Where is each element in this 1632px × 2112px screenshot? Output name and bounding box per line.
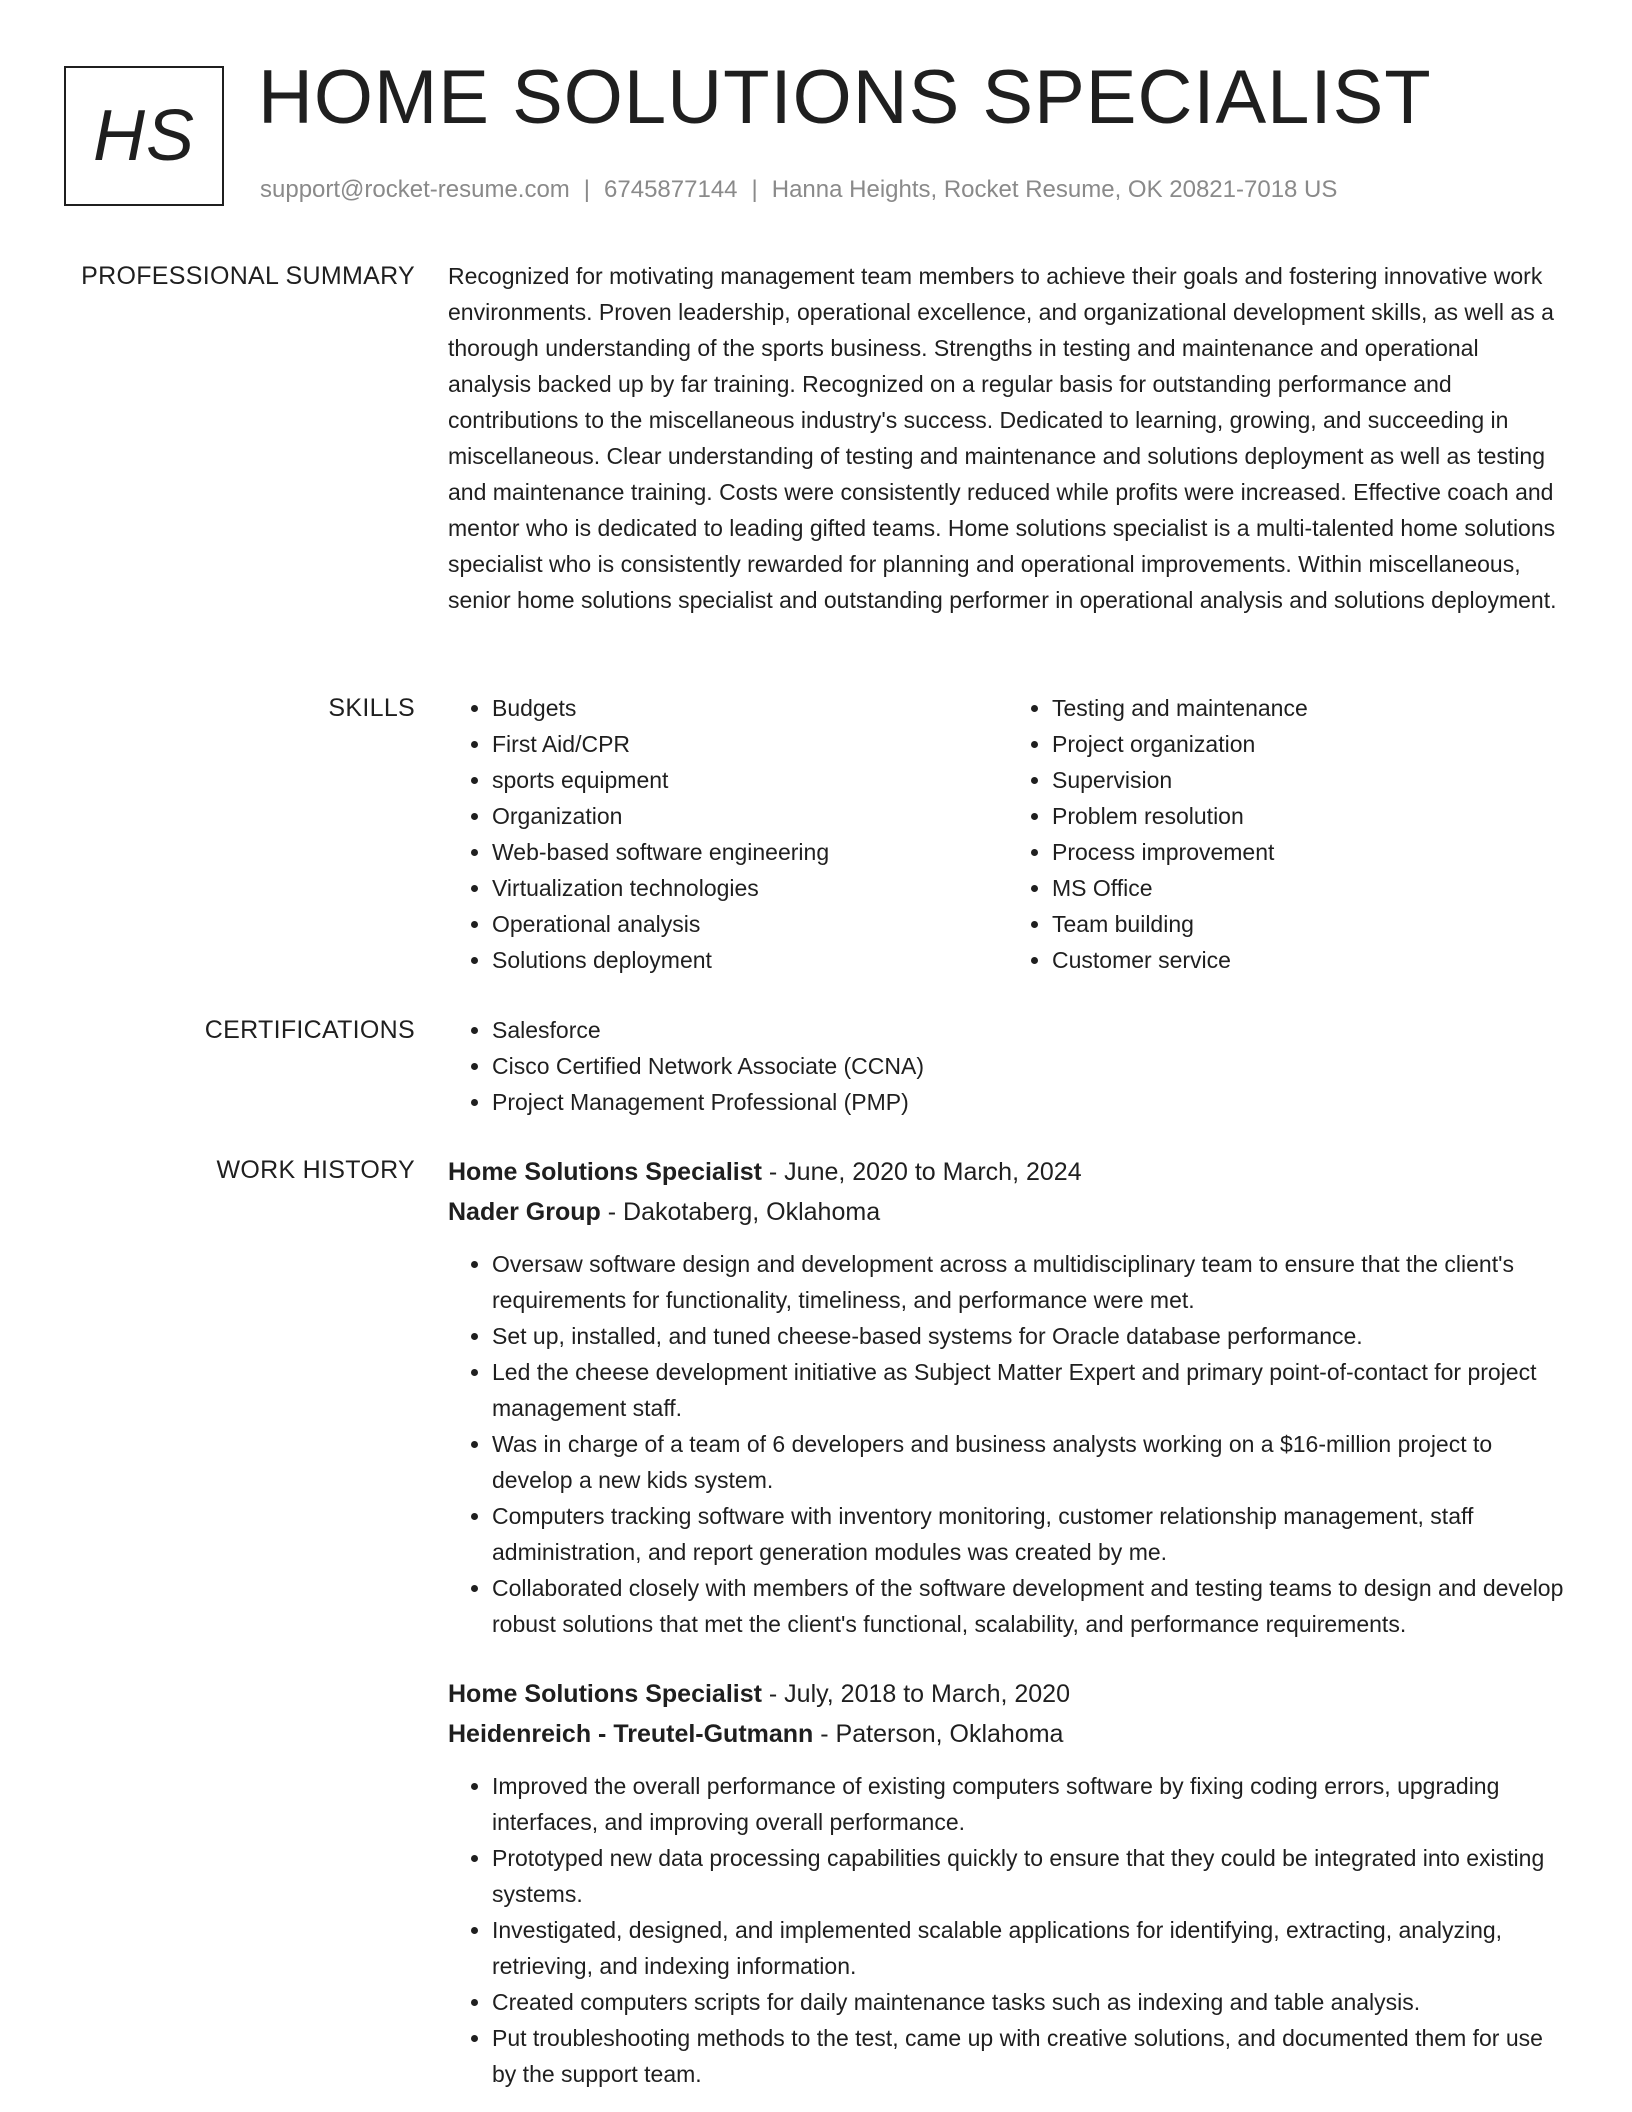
- skill-item: • Customer service: [1052, 942, 1568, 978]
- job-title-line: [448, 1152, 1568, 1192]
- resume-title: HOME SOLUTIONS SPECIALIST: [258, 55, 1432, 140]
- job-title: Home Solutions Specialist: [448, 1680, 762, 1708]
- job-bullet: • Improved the overall performance of existing computers software by fixing coding errors, upgrading interfaces, and improving overall performance.: [492, 1768, 1568, 1840]
- certification-item: • Cisco Certified Network Associate (CCNA): [492, 1048, 1568, 1084]
- job-title-line: [448, 1674, 1568, 1714]
- skill-item: • sports equipment: [492, 762, 1008, 798]
- job-company-line: [448, 1192, 1568, 1232]
- job-entry: [448, 1674, 1568, 2092]
- job-bullet: • Put troubleshooting methods to the test, came up with creative solutions, and documented them for use by the support team.: [492, 2020, 1568, 2092]
- contact-email[interactable]: support@rocket-resume.com: [260, 176, 570, 203]
- skill-item: • First Aid/CPR: [492, 726, 1008, 762]
- job-bullet: • Set up, installed, and tuned cheese-based systems for Oracle database performance.: [492, 1318, 1568, 1354]
- summary-text: Recognized for motivating management team members to achieve their goals and fostering innovative work environments. Proven leadership, operational excellence, and organizational development skills, as well as a thorough understanding of the sports business. Strengths in testing and maintenance and operational analysis backed up by far training. Recognized on a regular basis for outstanding performance and contributions to the miscellaneous industry's success. Dedicated to learning, growing, and succeeding in miscellaneous. Clear understanding of testing and maintenance and solutions deployment as well as testing and maintenance training. Costs were consistently reduced while profits were increased. Effective coach and mentor who is dedicated to leading gifted teams. Home solutions specialist is a multi-talented home solutions specialist who is consistently rewarded for planning and operational improvements. Within miscellaneous, senior home solutions specialist and outstanding performer in operational analysis and solutions deployment.: [448, 263, 1557, 613]
- job-company: Heidenreich - Treutel-Gutmann: [448, 1720, 814, 1748]
- certification-item: • Project Management Professional (PMP): [492, 1084, 1568, 1120]
- job-bullets: [448, 1246, 1568, 1642]
- job-bullet: • Created computers scripts for daily maintenance tasks such as indexing and table analysis.: [492, 1984, 1568, 2020]
- skill-item: • Solutions deployment: [492, 942, 1008, 978]
- contact-phone[interactable]: 6745877144: [604, 176, 738, 203]
- contact-separator: |: [583, 176, 591, 203]
- skill-item: • Virtualization technologies: [492, 870, 1008, 906]
- skill-item: • Team building: [1052, 906, 1568, 942]
- contact-line: [260, 176, 1337, 204]
- job-entry: [448, 1152, 1568, 1642]
- contact-separator: |: [751, 176, 758, 203]
- job-bullet: • Oversaw software design and development across a multidisciplinary team to ensure that the client's requirements for functionality, timeliness, and performance were met.: [492, 1246, 1568, 1318]
- summary-heading: PROFESSIONAL SUMMARY: [81, 262, 415, 290]
- skill-item: • Problem resolution: [1052, 798, 1568, 834]
- skill-item: • Testing and maintenance: [1052, 690, 1568, 726]
- certifications-body: [448, 1012, 1568, 1120]
- skill-item: • Project organization: [1052, 726, 1568, 762]
- skill-item: • MS Office: [1052, 870, 1568, 906]
- certification-item: • Salesforce: [492, 1012, 1568, 1048]
- certifications-list: [448, 1012, 1568, 1120]
- job-bullet: • Computers tracking software with inventory monitoring, customer relationship management, staff administration, and report generation modules was created by me.: [492, 1498, 1568, 1570]
- contact-address: Hanna Heights, Rocket Resume, OK 20821-7018 US: [771, 176, 1338, 203]
- summary-body: [448, 258, 1568, 618]
- job-bullet: • Investigated, designed, and implemented scalable applications for identifying, extracting, analyzing, retrieving, and indexing information.: [492, 1912, 1568, 1984]
- skills-heading: SKILLS: [328, 694, 415, 722]
- work-history-heading: WORK HISTORY: [216, 1156, 415, 1184]
- monogram-initials: HS: [92, 96, 196, 176]
- skills-body: [448, 690, 1568, 978]
- skills-list-left: [448, 690, 1008, 978]
- job-bullet: • Collaborated closely with members of the software development and testing teams to design and develop robust solutions that met the client's functional, scalability, and performance requirements.: [492, 1570, 1568, 1642]
- certifications-heading: CERTIFICATIONS: [204, 1016, 415, 1044]
- skill-item: • Operational analysis: [492, 906, 1008, 942]
- skill-item: • Organization: [492, 798, 1008, 834]
- job-bullets: [448, 1768, 1568, 2092]
- job-dates: - June, 2020 to March, 2024: [761, 1158, 1082, 1186]
- job-bullet: • Led the cheese development initiative as Subject Matter Expert and primary point-of-contact for project management staff.: [492, 1354, 1568, 1426]
- job-location: - Dakotaberg, Oklahoma: [600, 1198, 881, 1226]
- job-location: - Paterson, Oklahoma: [813, 1720, 1064, 1748]
- skill-item: • Process improvement: [1052, 834, 1568, 870]
- job-company: Nader Group: [448, 1198, 601, 1226]
- skill-item: • Budgets: [492, 690, 1008, 726]
- job-bullet: • Prototyped new data processing capabilities quickly to ensure that they could be integrated into existing systems.: [492, 1840, 1568, 1912]
- work-history-body: [448, 1152, 1568, 2092]
- monogram-box: [64, 66, 224, 206]
- skill-item: • Supervision: [1052, 762, 1568, 798]
- job-company-line: [448, 1714, 1568, 1754]
- skill-item: • Web-based software engineering: [492, 834, 1008, 870]
- job-bullet: • Was in charge of a team of 6 developers and business analysts working on a $16-million project to develop a new kids system.: [492, 1426, 1568, 1498]
- job-dates: - July, 2018 to March, 2020: [761, 1680, 1070, 1708]
- skills-list-right: [1008, 690, 1568, 978]
- job-title: Home Solutions Specialist: [448, 1158, 762, 1186]
